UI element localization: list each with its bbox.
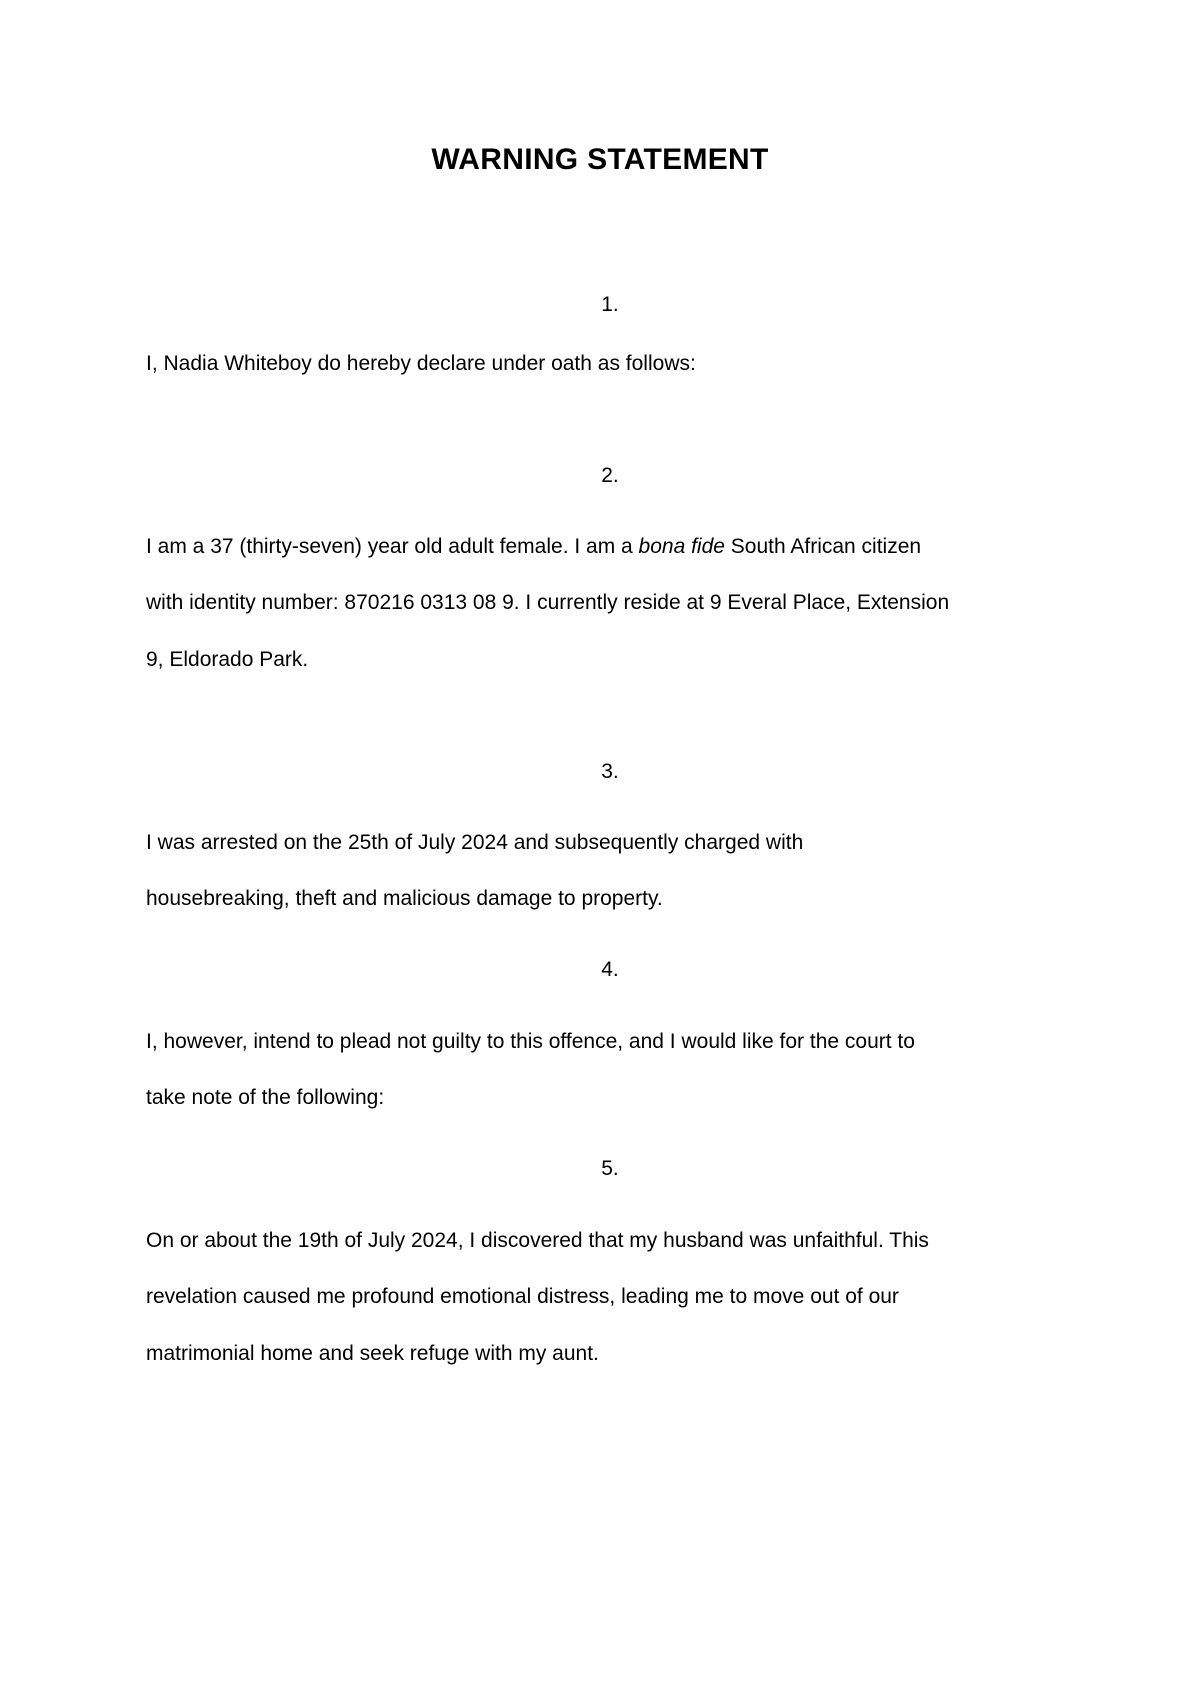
italic-term: bona fide: [638, 535, 725, 558]
paragraph-number: 2.: [601, 464, 619, 487]
paragraph-number: 1.: [601, 293, 619, 316]
paragraph-number: 5.: [601, 1157, 619, 1180]
document-title: WARNING STATEMENT: [431, 143, 769, 176]
text-run: I am a 37 (thirty-seven) year old adult female. I am a: [146, 535, 639, 558]
paragraph-line: [146, 533, 921, 561]
paragraph-line: revelation caused me profound emotional distress, leading me to move out of our: [146, 1285, 899, 1308]
paragraph-number: 3.: [601, 760, 619, 783]
paragraph-line: matrimonial home and seek refuge with my aunt.: [146, 1342, 599, 1365]
paragraph-line: I, Nadia Whiteboy do hereby declare under oath as follows:: [146, 352, 696, 375]
paragraph-line: On or about the 19th of July 2024, I discovered that my husband was unfaithful. This: [146, 1229, 929, 1252]
paragraph-line: 9, Eldorado Park.: [146, 648, 309, 671]
paragraph-line: with identity number: 870216 0313 08 9. I currently reside at 9 Everal Place, Extension: [146, 591, 950, 614]
paragraph-line: I, however, intend to plead not guilty to this offence, and I would like for the court to: [146, 1030, 915, 1053]
paragraph-line: housebreaking, theft and malicious damage to property.: [146, 887, 663, 910]
paragraph-line: take note of the following:: [146, 1086, 385, 1109]
paragraph-line: I was arrested on the 25th of July 2024 and subsequently charged with: [146, 831, 804, 854]
paragraph-number: 4.: [601, 958, 619, 981]
text-run: South African citizen: [724, 535, 922, 558]
